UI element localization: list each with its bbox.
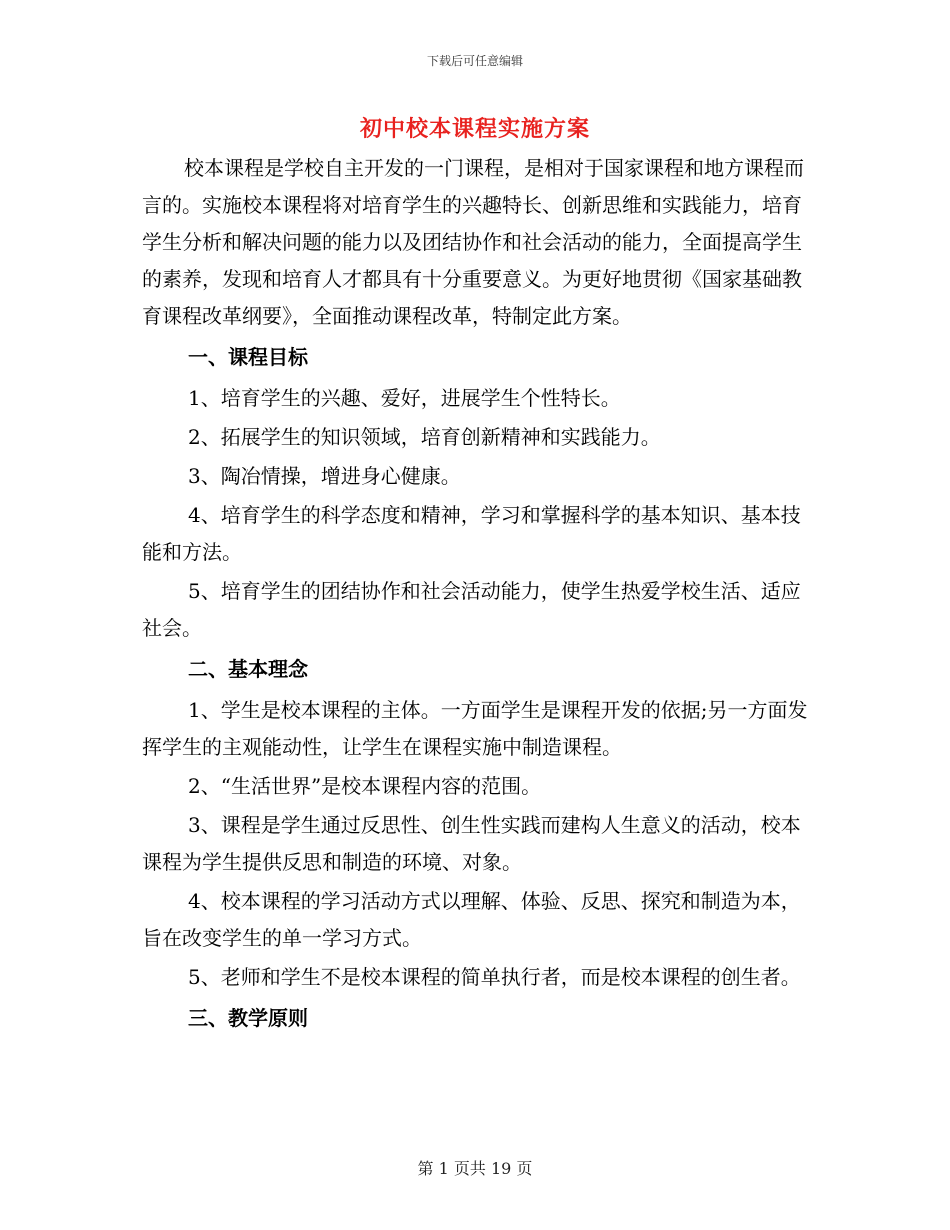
list-item: 3、课程是学生通过反思性、创生性实践而建构人生意义的活动，校本课程为学生提供反思和制造的环境、对象。 bbox=[142, 813, 801, 874]
document-title: 初中校本课程实施方案 bbox=[359, 116, 590, 142]
section-heading-goals: 一、课程目标 bbox=[188, 345, 308, 369]
page-header-note: 下载后可任意编辑 bbox=[426, 54, 523, 68]
section-heading-concepts: 二、基本理念 bbox=[188, 657, 308, 681]
list-item: 5、老师和学生不是校本课程的简单执行者，而是校本课程的创生者。 bbox=[188, 965, 801, 989]
list-item: 1、培育学生的兴趣、爱好，进展学生个性特长。 bbox=[188, 386, 621, 410]
list-item: 1、学生是校本课程的主体。一方面学生是课程开发的依据;另一方面发挥学生的主观能动性，让学生在课程实施中制造课程。 bbox=[142, 698, 808, 759]
intro-paragraph: 校本课程是学校自主开发的一门课程，是相对于国家课程和地方课程而言的。实施校本课程将对培育学生的兴趣特长、创新思维和实践能力，培育学生分析和解决问题的能力以及团结协作和社会活动的能力，全面提高学生的素养，发现和培育人才都具有十分重要意义。为更好地贯彻《国家基础教育课程改革纲要》，全面推动课程改革，特制定此方案。 bbox=[142, 156, 804, 328]
list-item: 5、培育学生的团结协作和社会活动能力，使学生热爱学校生活、适应社会。 bbox=[142, 579, 801, 640]
document-body bbox=[142, 150, 814, 1037]
list-item: 4、培育学生的科学态度和精神，学习和掌握科学的基本知识、基本技能和方法。 bbox=[142, 503, 801, 564]
list-item: 3、陶冶情操，增进身心健康。 bbox=[188, 464, 461, 488]
list-item: 4、校本课程的学习活动方式以理解、体验、反思、探究和制造为本，旨在改变学生的单一学习方式。 bbox=[142, 889, 801, 950]
list-item: 2、拓展学生的知识领域，培育创新精神和实践能力。 bbox=[188, 425, 661, 449]
page-number: 第 1 页共 19 页 bbox=[417, 1159, 533, 1178]
section-heading-principles: 三、教学原则 bbox=[188, 1006, 308, 1030]
list-item: 2、“生活世界”是校本课程内容的范围。 bbox=[188, 774, 542, 798]
